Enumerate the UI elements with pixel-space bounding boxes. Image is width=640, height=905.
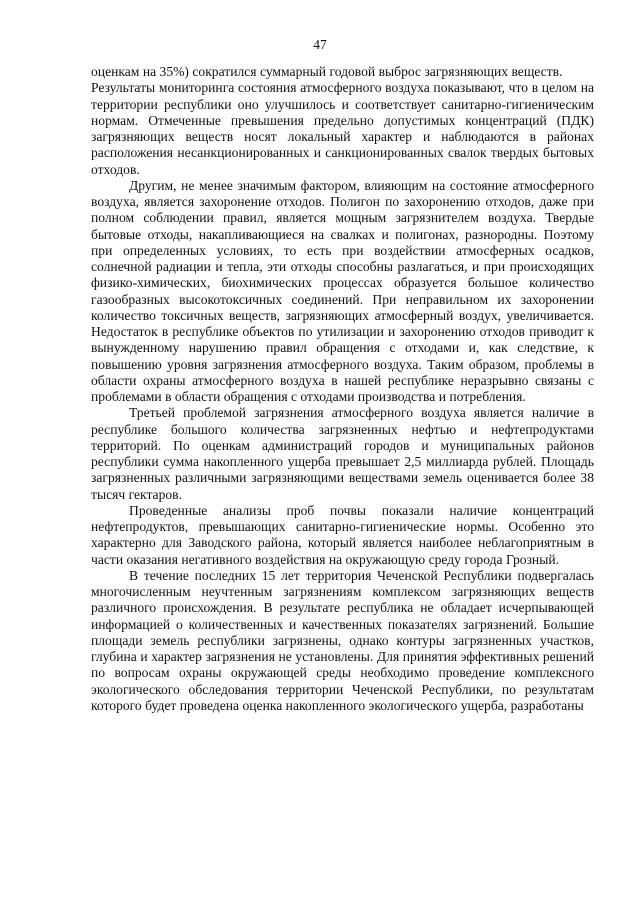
paragraph: оценкам на 35%) сократился суммарный годовой выброс загрязняющих веществ.	[91, 64, 563, 79]
paragraph: Другим, не менее значимым фактором, влияющим на состояние атмосферного воздуха, является захоронение отходов. Полигон по захоронению отходов, даже при полном соблюдении правил, является мощным загрязнителем воздуха. Твердые бытовые отходы, накапливающиеся на свалках и полигонах, разнородны. Поэтому при определенных условиях, то есть при воздействии атмосферных осадков, солнечной радиации и тепла, эти отходы способны разлагаться, и при происходящих физико-химических, биохимических процессах образуется большое количество газообразных высокотоксичных соединений. При неправильном их захоронении количество токсичных веществ, загрязняющих атмосферный воздух, увеличивается. Недостаток в республике объектов по утилизации и захоронению отходов приводит к вынужденному нарушению правил обращения с отходами и, как следствие, к повышению уровня загрязнения атмосферного воздуха. Таким образом, проблемы в области охраны атмосферного воздуха в нашей республике неразрывно связаны с проблемами в области обращения с отходами производства и потребления.	[91, 177, 594, 404]
paragraph: Третьей проблемой загрязнения атмосферного воздуха является наличие в республике большого количества загрязненных нефтью и нефтепродуктами территорий. По оценкам администраций городов и муниципальных районов республики сумма накопленного ущерба превышает 2,5 миллиарда рублей. Площадь загрязненных различными загрязняющими веществами земель оценивается более 38 тысяч гектаров.	[91, 405, 594, 502]
paragraph: Результаты мониторинга состояния атмосферного воздуха показывают, что в целом на территории республики оно улучшилось и соответствует санитарно-гигиеническим нормам. Отмеченные превышения предельно допустимых концентраций (ПДК) загрязняющих веществ носят локальный характер и наблюдаются в районах расположения несанкционированных и санкционированных свалок твердых бытовых отходов.	[91, 80, 594, 177]
body-text	[91, 64, 594, 714]
paragraph: Проведенные анализы проб почвы показали наличие концентраций нефтепродуктов, превышающих санитарно-гигиенические нормы. Особенно это характерно для Заводского района, который является наиболее неблагоприятным в части оказания негативного воздействия на окружающую среду города Грозный.	[91, 502, 594, 567]
page-number: 47	[313, 37, 327, 52]
paragraph: В течение последних 15 лет территория Чеченской Республики подвергалась многочисленным неучтенным загрязнениям комплексом загрязняющих веществ различного происхождения. В результате республика не обладает исчерпывающей информацией о количественных и качественных показателях загрязнений. Большие площади земель республики загрязнены, однако контуры загрязненных участков, глубина и характер загрязнения не установлены. Для принятия эффективных решений по вопросам охраны окружающей среды необходимо проведение комплексного экологического обследования территории Чеченской Республики, по результатам которого будет проведена оценка накопленного экологического ущерба, разработаны	[91, 567, 594, 713]
